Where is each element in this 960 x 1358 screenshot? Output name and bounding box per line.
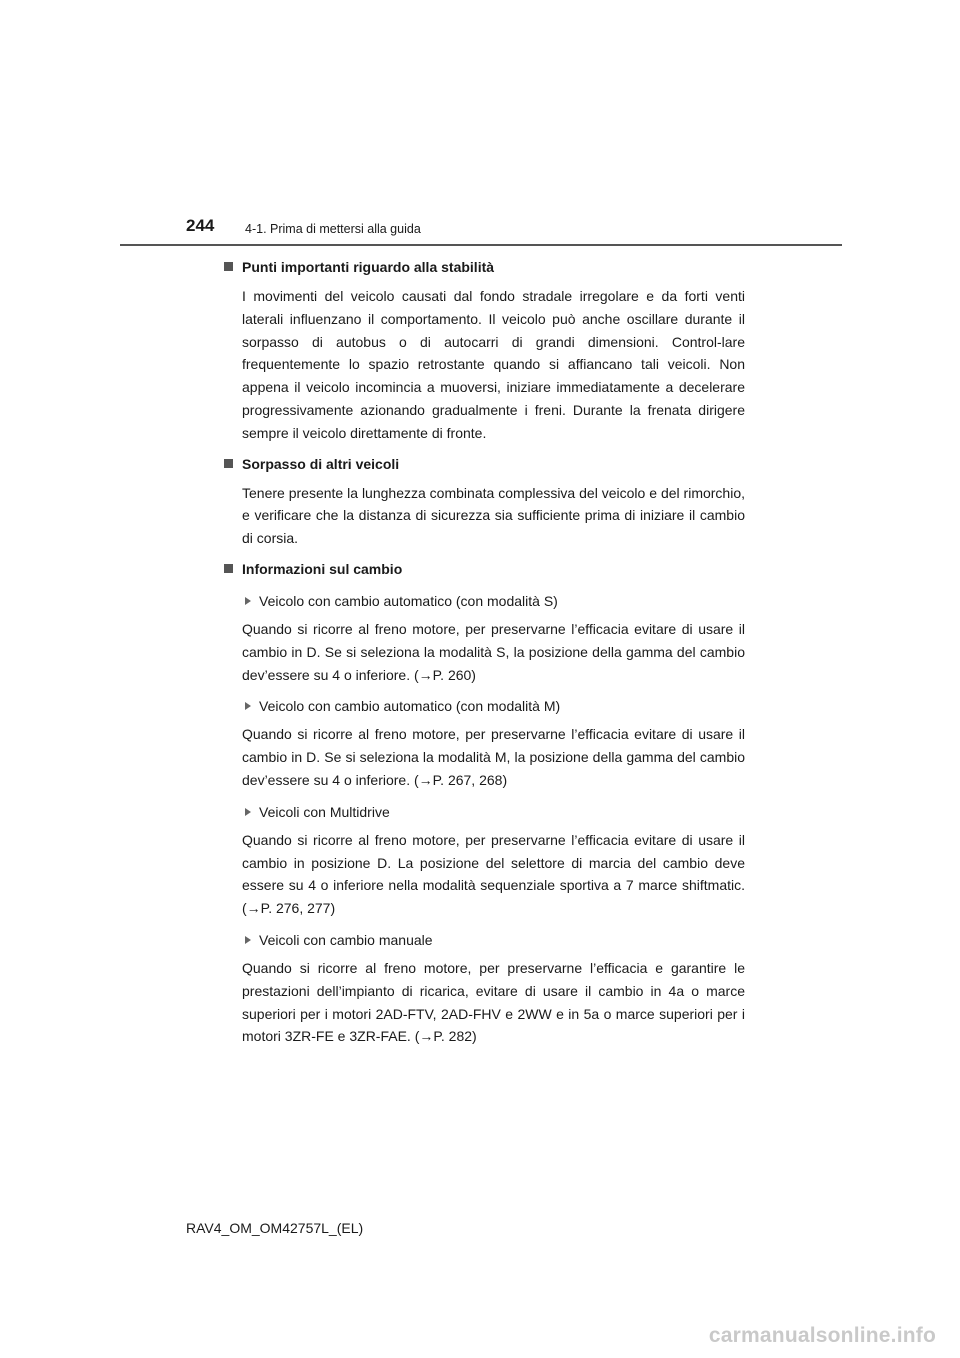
- section-heading-text: Sorpasso di altri veicoli: [242, 455, 400, 472]
- triangle-bullet-icon: [245, 936, 251, 944]
- square-bullet-icon: [224, 564, 233, 573]
- page-number: 244: [186, 216, 215, 235]
- subsection-label: [242, 695, 745, 717]
- subsection-label: [242, 590, 745, 612]
- header-rule: [120, 244, 842, 246]
- section-heading-text: Informazioni sul cambio: [242, 560, 403, 577]
- document-code: RAV4_OM_OM42757L_(EL): [186, 1220, 364, 1236]
- subsection-label-text: Veicoli con Multidrive: [259, 803, 390, 820]
- subsection-label-text: Veicolo con cambio automatico (con modalità S): [259, 592, 558, 609]
- section-paragraph: Tenere presente la lunghezza combinata complessiva del veicolo e del rimorchio, e verificare che la distanza di sicurezza sia sufficiente prima di iniziare il cambio di corsia.: [242, 484, 745, 547]
- subsection-paragraph: Quando si ricorre al freno motore, per preservarne l’efficacia e garantire le prestazioni dell’impianto di ricarica, evitare di usare il cambio in 4a o marce superiori per i motori 2AD-FTV, 2AD-FHV e 2WW e in 5a o marce superiori per i motori 3ZR-FE e 3ZR-FAE. (→P. 282): [242, 959, 745, 1045]
- section-paragraph: I movimenti del veicolo causati dal fondo stradale irregolare e da forti venti laterali influenzano il comportamento. Il veicolo può anche oscillare durante il sorpasso di autobus o di autocarri di grandi dimensioni. Control-lare frequentemente lo spazio retrostante quando si affiancano tali veicoli. Non appena il veicolo incomincia a muoversi, iniziare immediatamente a decelerare progressivamente azionando gradualmente i freni. Durante la frenata dirigere sempre il veicolo direttamente di fronte.: [242, 288, 745, 441]
- subsection-label: [242, 801, 745, 823]
- subsection-label-text: Veicolo con cambio automatico (con modalità M): [259, 698, 561, 715]
- main-content: [224, 256, 745, 1048]
- section-title: 4-1. Prima di mettersi alla guida: [245, 222, 421, 236]
- subsection-paragraph: Quando si ricorre al freno motore, per preservarne l’efficacia evitare di usare il cambio in D. Se si seleziona la modalità M, la posizione della gamma del cambio dev’essere su 4 o inferiore. (→P. 267, 268): [242, 726, 745, 788]
- triangle-bullet-icon: [245, 597, 251, 605]
- section-heading: [224, 256, 745, 279]
- triangle-bullet-icon: [245, 808, 251, 816]
- subsection-paragraph: Quando si ricorre al freno motore, per preservarne l’efficacia evitare di usare il cambio in posizione D. La posizione del selettore di marcia del cambio deve essere su 4 o inferiore nella modalità sequenziale sportiva a 7 marce shiftmatic. (→P. 276, 277): [242, 831, 745, 917]
- watermark: carmanualsonline.info: [708, 1324, 936, 1347]
- square-bullet-icon: [224, 262, 233, 271]
- section-heading-text: Punti importanti riguardo alla stabilità: [242, 259, 495, 275]
- section-heading: [224, 558, 745, 581]
- section-heading: [224, 453, 745, 476]
- triangle-bullet-icon: [245, 702, 251, 710]
- subsection-label: [242, 929, 745, 951]
- subsection-label-text: Veicoli con cambio manuale: [259, 931, 433, 948]
- subsection-paragraph: Quando si ricorre al freno motore, per preservarne l’efficacia evitare di usare il cambio in D. Se si seleziona la modalità S, la posizione della gamma del cambio dev’essere su 4 o inferiore. (→P. 260): [242, 620, 745, 683]
- square-bullet-icon: [224, 459, 233, 468]
